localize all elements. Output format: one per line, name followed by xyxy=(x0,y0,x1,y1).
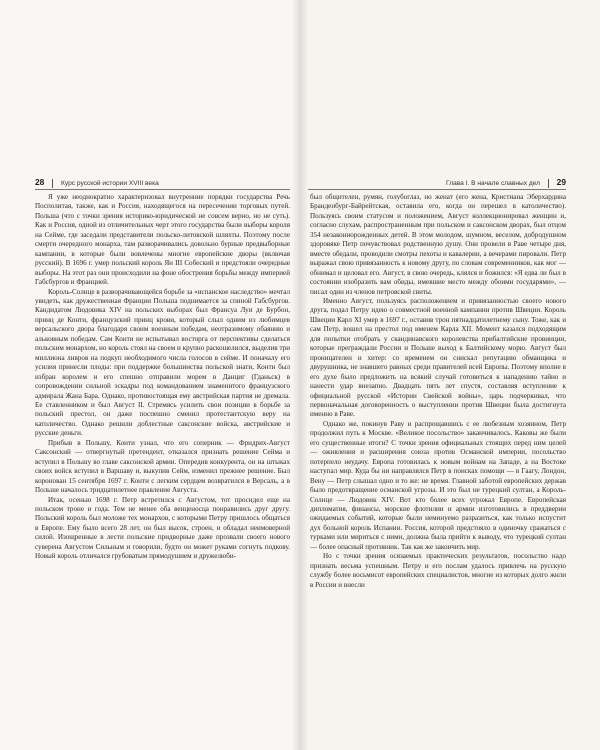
right-running-title: Глава I. В начале славных дел xyxy=(446,180,540,187)
header-separator xyxy=(548,179,549,188)
right-page-text xyxy=(310,193,566,590)
paragraph: Я уже неоднократно характеризовал внутренние порядки государства Речь Посполитая, также, как и Россия, находящегося на пересечении торговых путей. Польша (что с точки зрения историко-юридической не совсем верно, но не суть). Как и Россия, одной из отличительных черт этого государства были выборы короля на Сейме, где заседали представители польско-литовской шляхты. Поэтому после смерти очередного монарха, там разворачивались довольно бурные предвыборные кампании, в которые были вовлечены многие европейские дворы (включая русский). В 1696 г. умер польский король Ян III Собеский и предстояли очередные выборы. На этот раз они происходили на фоне обострения борьбы между империей Габсбургов и Францией. xyxy=(35,193,290,287)
paragraph: Именно Август, пользуясь расположением и привязанностью своего нового друга, подал Петру идею о совместной военной кампании против Швеции. Король Швеции Карл XI умер в 1697 г., оставив трон пятнадцатилетнему сыну. Тоже, как и сам Петр, вошел на престол под именем Карла XII. Момент казался подходящим для попытки отобрать у скандинавского королевства прибалтийские провинции, которые преграждали России и Польше выход к Балтийскому морю. Август был проницателен и хитер: со временем он снискал репутацию обманщика и двурушника, не знавшего равных среди правителей всей Европы. Поэтому вполне в его духе было предложить на всякий случай готовиться к нападению тайно и нанести удар внезапно. Двадцать пять лет спустя, составляя вступление к официальной русской «Истории Свейской войны», царь подчеркивал, что первоначальная договоренность о выступлении против Швеции была достигнута именно в Раве. xyxy=(310,296,566,419)
book-gutter-shadow xyxy=(292,0,308,750)
left-page-text xyxy=(35,193,290,562)
paragraph: был общителен, румян, голубоглаз, но женат (его жена, Кристиана Эберхардина Бранденбург-Байрейтская, оставила его, когда он перешел в католичество). Пользуясь своим статусом и положением, Август коллекционировал женщин и, согласно слухам, распространенным при польском и саксонском дворах, был отцом 354 незаконнорожденных детей. В этом молодом, шумном, веселом, добродушном здоровяке Петр почувствовал родственную душу. Они провели в Раве четыре дня, вместе обедали, проводили смотры пехоты и кавалерии, а вечерами пировали. Петр выражал свою привязанность к новому другу, по словам современников, как мог — обнимал и целовал его. Август, в свою очередь, клялся и божился: «Я едва ли был в состоянии изобразить вам обиды, имевшие место между обоими государями», — писал один из членов петровской свиты. xyxy=(310,193,566,296)
left-header-rule xyxy=(35,189,290,190)
left-page-number: 28 xyxy=(35,177,45,187)
right-header-rule xyxy=(308,189,566,190)
paragraph: Итак, осенью 1698 г. Петр встретился с Августом, тот просидел еще на польском троне и года. Тем не менее оба венценосца понравились друг другу. Польский король был моложе тех монархов, с которыми Петру пришлось общаться в Европе. Ему было всего 28 лет, он был высок, строен, и обладал неимоверной силой. Изощренные в лести польские придворные даже прозвали своего нового суверена Августом Сильным и говорили, будто он может руками согнуть подкову. Новый король отличался грубоватым прямодушием и дружелюби- xyxy=(35,495,290,561)
right-page xyxy=(300,0,600,750)
paragraph: Прибыв в Польшу, Конти узнал, что его соперник — Фридрих-Август Саксонский — отвергнутый претендент, отказался признать решение Сейма и вступил в Польшу во главе саксонской армии. Опередив конкурента, он на штыках своих войск вступил в Варшаву и, выкупив Сейм, изменил прежнее решение. Был коронован 15 сентября 1697 г. Конти с легким сердцем возвратился в Версаль, а в Польше началось тридцатилетнее правление Августа. xyxy=(35,438,290,495)
left-running-title: Курс русской истории XVIII века xyxy=(61,180,159,187)
paragraph: Но с точки зрения осязаемых практических результатов, посольство надо признать весьма успешным. Петру и его послам удалось привлечь на русскую службу более восьмисот европейских специалистов, многие из которых долго жили в России и внесли xyxy=(310,552,566,589)
right-running-header xyxy=(308,176,566,188)
header-separator xyxy=(52,179,53,188)
paragraph: Король-Солнце в разворачивающейся борьбе за «испанское наследство» мечтал увидеть, как дружественная Франции Польша поднимается за спиной Габсбургов. Кандидатом Людовика XIV на польских выборах был Франсуа Луи де Бурбон, принц де Конти, французский принц крови, который слыл одним из любимцев версальского двора благодаря своим военным победам, неотразимому обаянию и альковным победам. Сам Конти не испытывал восторга от перспективы сделаться польским монархом, но король стоял на своем и крупно раскошелился, выделив три миллиона ливров на подкуп необходимого числа голосов в сейме. И поначалу его усилия принесли плоды: при поддержке большинства польской знати, Конти был избран королем и его спешно отправили морем в Данциг (Гданьск) в сопровождении сильной эскадры под командованием знаменитого французского адмирала Жана Бара. Однако, противостоящая ему австрийская партия не дремала. Ее ставленником и был Август II. Стремясь усилить свои позиции в борьбе за польский престол, он даже поспешно сменил протестантскую веру на католичество. Однако решили доблестные саксонские войска, австрийские и русские деньги. xyxy=(35,287,290,438)
right-page-number: 29 xyxy=(556,177,566,187)
left-running-header xyxy=(35,176,290,188)
paragraph: Однако же, покинув Раву и распрощавшись с ее любезным хозяином, Петр продолжил путь к Москве. «Великое посольство» заканчивалось. Каковы же были его существенные итоги? С точки зрения официальных стоящих перед ним целей — оживления и расширения союза против Османской империи, посольство потерпело неудачу. Европа готовилась к новым войнам на Западе, а на Востоке наступал мир. Куда бы ни направлялся Петр в поисках помощи — в Гаагу, Лондон, Вену — Петр слышал одно и то же: не время. Главной заботой европейских держав было предотвращение османской угрозы. И это был не турецкий султан, а Король-Солнце — Людовик XIV. Вот кто более всех угрожал Европе. Европейская дипломатия, финансы, морские флотилии и армии изготовились в преддверии ожидаемых событий, которые были неминуемо разразиться, как только испустит дух больной король Испании. Россия, которой предстояло в одиночку сражаться с турками или мириться с ними, должна была прийти к выводу, что турецкий султан — более опасный противник. Так как же закончить мир. xyxy=(310,419,566,551)
